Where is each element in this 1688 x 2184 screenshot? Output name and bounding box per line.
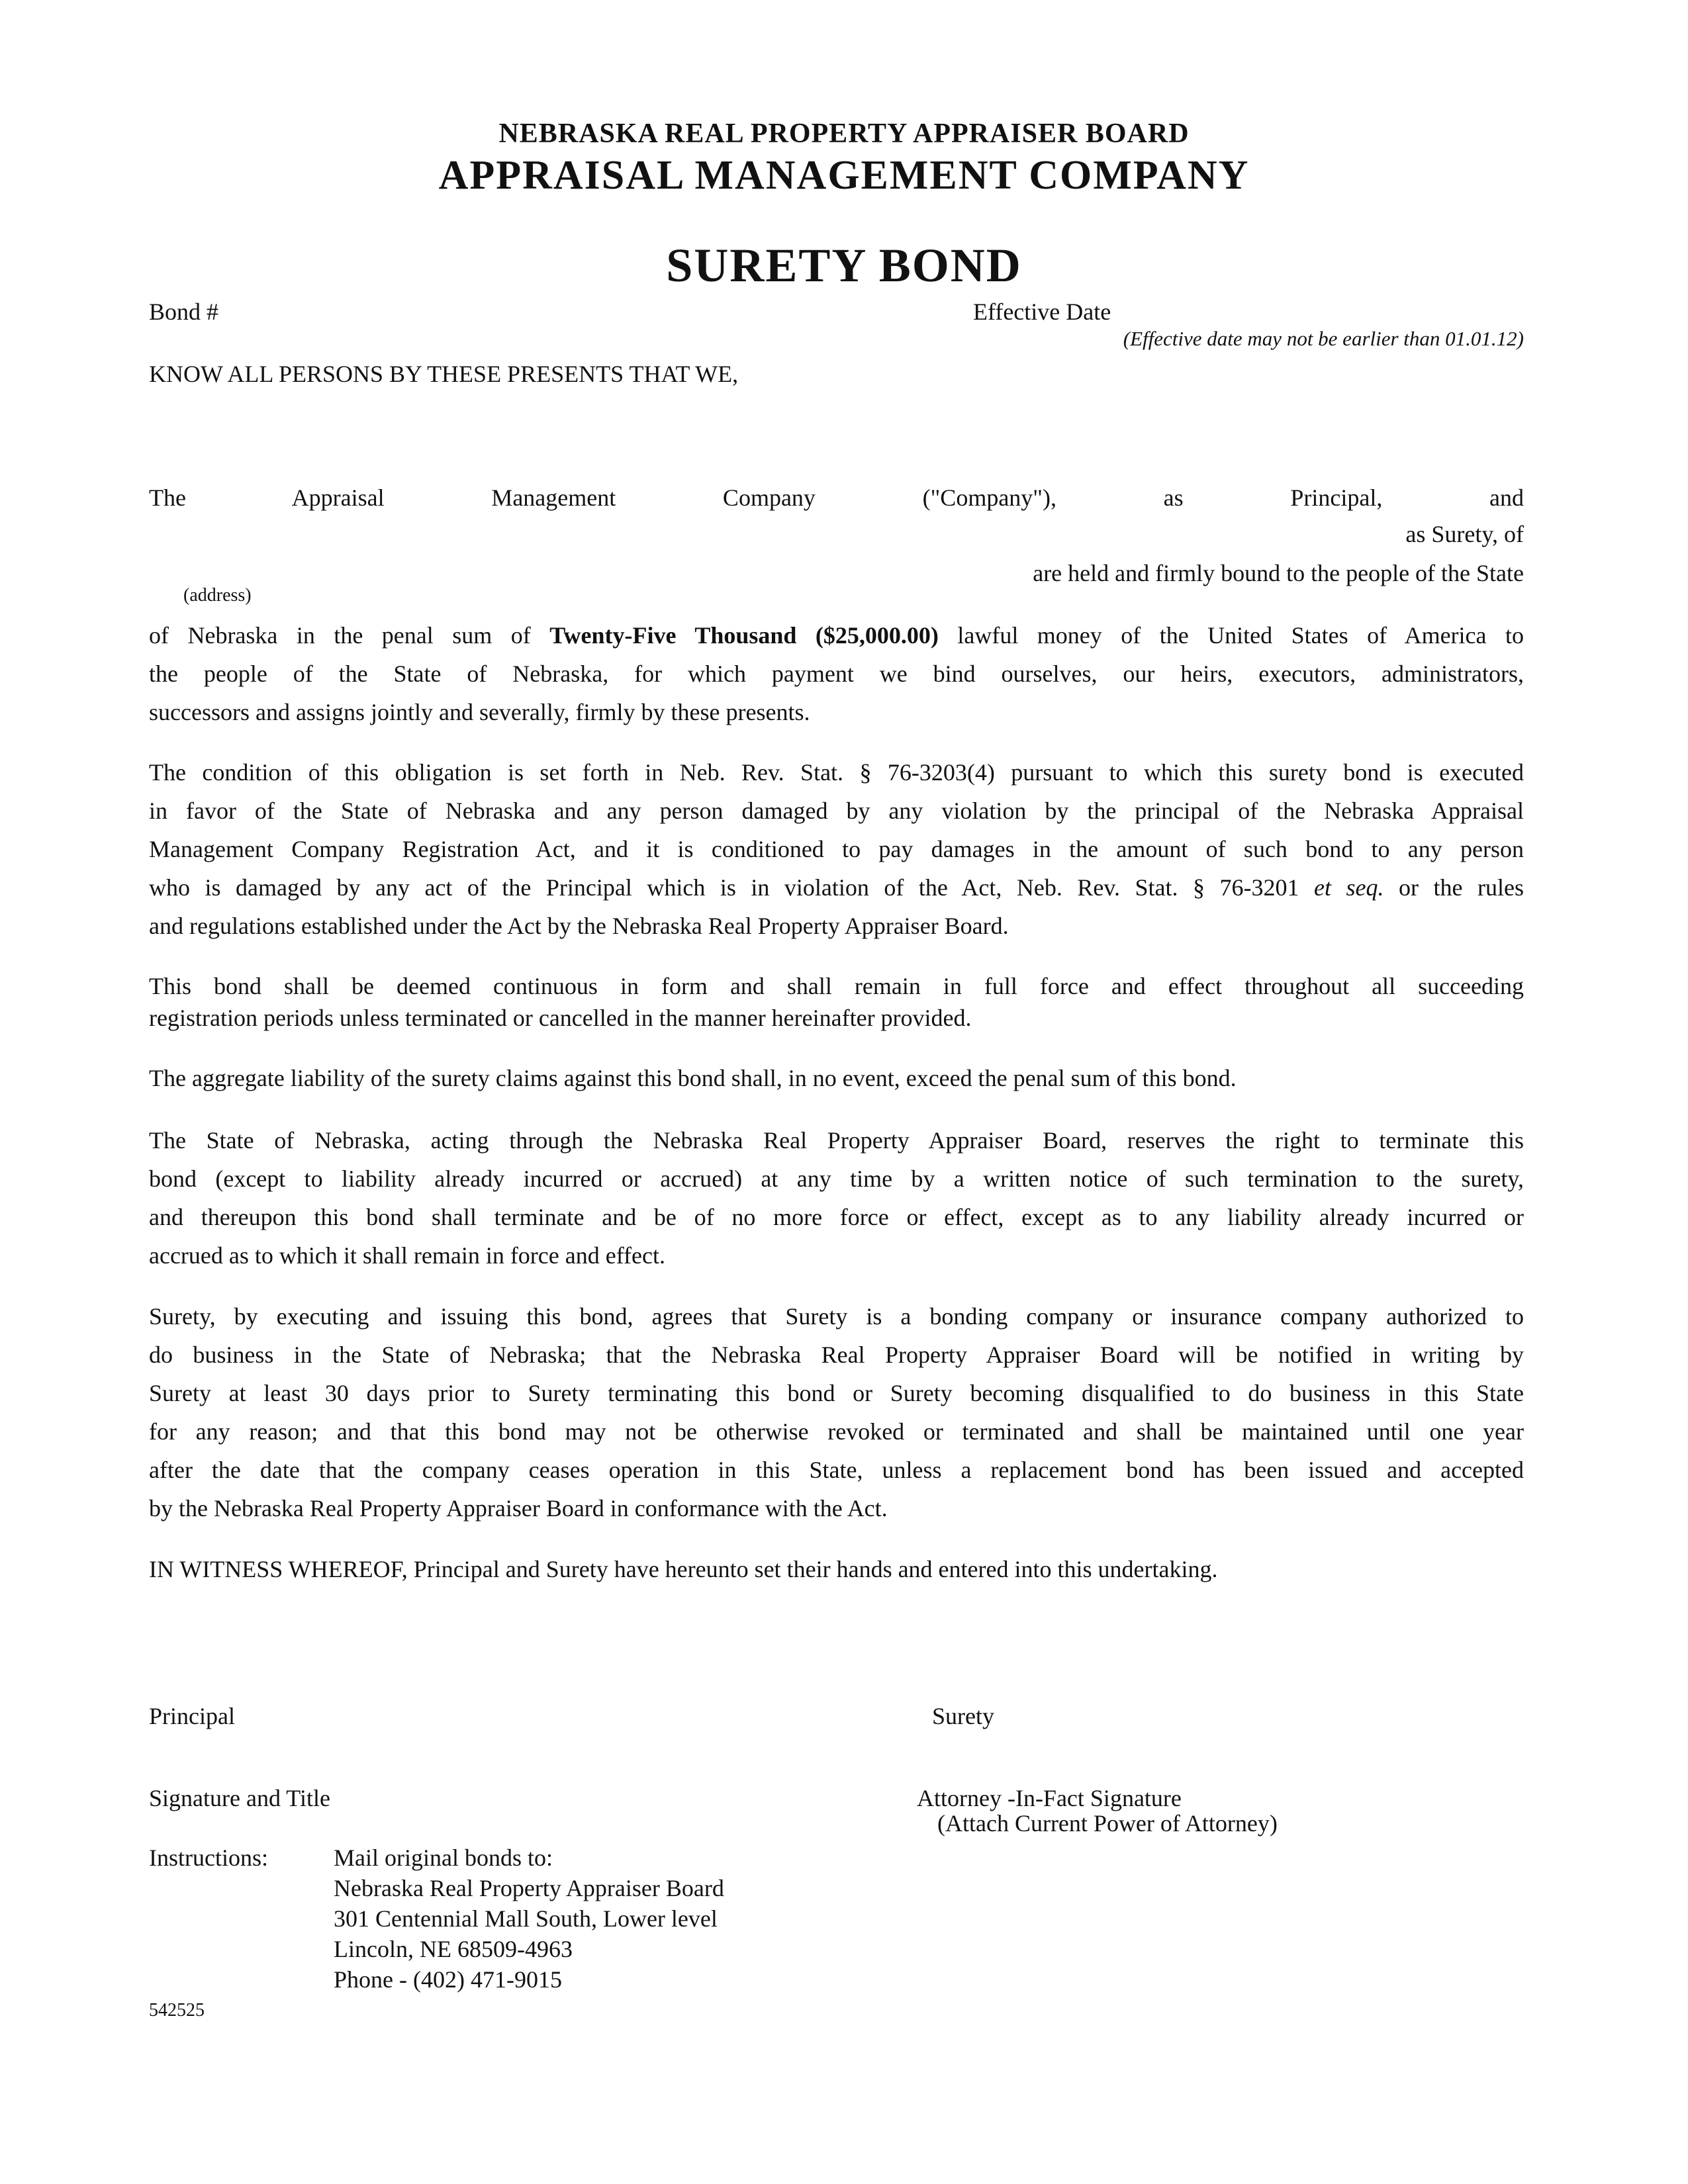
paragraph-line: and regulations established under the Act by the Nebraska Real Property Appraiser Board. bbox=[149, 913, 1009, 939]
paragraph-line: in favor of the State of Nebraska and any person damaged by any violation by the principal of the Nebraska Appraisal bbox=[149, 797, 1524, 824]
paragraph-line: Management Company Registration Act, and it is conditioned to pay damages in the amount of such bond to any person bbox=[149, 836, 1524, 862]
paragraph-line: This bond shall be deemed continuous in form and shall remain in full force and effect throughout all succeeding bbox=[149, 973, 1524, 999]
paragraph-line: Surety, by executing and issuing this bond, agrees that Surety is a bonding company or insurance company authorized to bbox=[149, 1303, 1524, 1330]
line-text: who is damaged by any act of the Principal which is in violation of the Act, Neb. Rev. Stat. § 76-3201 bbox=[149, 874, 1315, 901]
attach-poa-note: (Attach Current Power of Attorney) bbox=[937, 1810, 1278, 1837]
document-title: SURETY BOND bbox=[666, 239, 1022, 292]
principal-label: Principal bbox=[149, 1703, 235, 1729]
paragraph-line: IN WITNESS WHEREOF, Principal and Surety have hereunto set their hands and entered into this undertaking. bbox=[149, 1556, 1218, 1582]
board-name: NEBRASKA REAL PROPERTY APPRAISER BOARD bbox=[498, 118, 1190, 149]
paragraph-line: for any reason; and that this bond may not be otherwise revoked or terminated and shall be maintained until one year bbox=[149, 1418, 1524, 1445]
paragraph-line: successors and assigns jointly and severally, firmly by these presents. bbox=[149, 699, 810, 725]
attorney-signature-label: Attorney -In-Fact Signature bbox=[917, 1785, 1182, 1811]
address-line: Nebraska Real Property Appraiser Board bbox=[334, 1875, 724, 1901]
paragraph-line: registration periods unless terminated or cancelled in the manner hereinafter provided. bbox=[149, 1005, 972, 1031]
paragraph-line: and thereupon this bond shall terminate and be of no more force or effect, except as to any liability already incurred or bbox=[149, 1204, 1524, 1230]
line-text: lawful money of the United States of America to bbox=[938, 622, 1524, 649]
paragraph-line: The aggregate liability of the surety claims against this bond shall, in no event, exceed the penal sum of this bond. bbox=[149, 1065, 1237, 1091]
line-text: of Nebraska in the penal sum of bbox=[149, 622, 550, 649]
paragraph-line: Surety at least 30 days prior to Surety terminating this bond or Surety becoming disqualified to do business in this State bbox=[149, 1380, 1524, 1406]
principal-line: The Appraisal Management Company ("Company"), as Principal, and bbox=[149, 484, 1524, 511]
paragraph-line: do business in the State of Nebraska; that the Nebraska Real Property Appraiser Board will be notified in writing by bbox=[149, 1342, 1524, 1368]
address-label: (address) bbox=[183, 585, 252, 606]
line-text: or the rules bbox=[1383, 874, 1524, 901]
address-line: Lincoln, NE 68509-4963 bbox=[334, 1936, 573, 1962]
address-line: 301 Centennial Mall South, Lower level bbox=[334, 1905, 718, 1932]
paragraph-line: The State of Nebraska, acting through the Nebraska Real Property Appraiser Board, reserves the right to terminate this bbox=[149, 1127, 1524, 1154]
paragraph-line: bond (except to liability already incurred or accrued) at any time by a written notice of such termination to the surety, bbox=[149, 1165, 1524, 1192]
held-bound-line: are held and firmly bound to the people of the State bbox=[1033, 560, 1524, 586]
document-subtitle: APPRAISAL MANAGEMENT COMPANY bbox=[438, 153, 1250, 198]
signature-title-label: Signature and Title bbox=[149, 1785, 331, 1811]
paragraph-line: The condition of this obligation is set forth in Neb. Rev. Stat. § 76-3203(4) pursuant to which this surety bond is executed bbox=[149, 759, 1524, 786]
paragraph-line: after the date that the company ceases operation in this State, unless a replacement bond has been issued and accepted bbox=[149, 1457, 1524, 1483]
paragraph-line bbox=[149, 621, 1524, 650]
address-line: Phone - (402) 471-9015 bbox=[334, 1966, 562, 1993]
paragraph-line: accrued as to which it shall remain in force and effect. bbox=[149, 1242, 665, 1269]
know-all-persons: KNOW ALL PERSONS BY THESE PRESENTS THAT WE, bbox=[149, 361, 739, 387]
paragraph-line: by the Nebraska Real Property Appraiser Board in conformance with the Act. bbox=[149, 1495, 888, 1522]
et-seq: et seq. bbox=[1314, 874, 1384, 901]
surety-line: as Surety, of bbox=[1405, 521, 1524, 547]
bond-number-label: Bond # bbox=[149, 298, 219, 325]
form-number: 542525 bbox=[149, 2000, 205, 2021]
effective-date-label: Effective Date bbox=[973, 298, 1111, 325]
instructions-label: Instructions: bbox=[149, 1844, 268, 1871]
paragraph-line: the people of the State of Nebraska, for which payment we bind ourselves, our heirs, executors, administrators, bbox=[149, 660, 1524, 687]
penal-sum: Twenty-Five Thousand ($25,000.00) bbox=[549, 622, 939, 649]
address-line: Mail original bonds to: bbox=[334, 1844, 553, 1871]
paragraph-line bbox=[149, 873, 1524, 902]
surety-label: Surety bbox=[932, 1703, 994, 1729]
effective-date-note: (Effective date may not be earlier than 01.01.12) bbox=[1123, 327, 1524, 350]
